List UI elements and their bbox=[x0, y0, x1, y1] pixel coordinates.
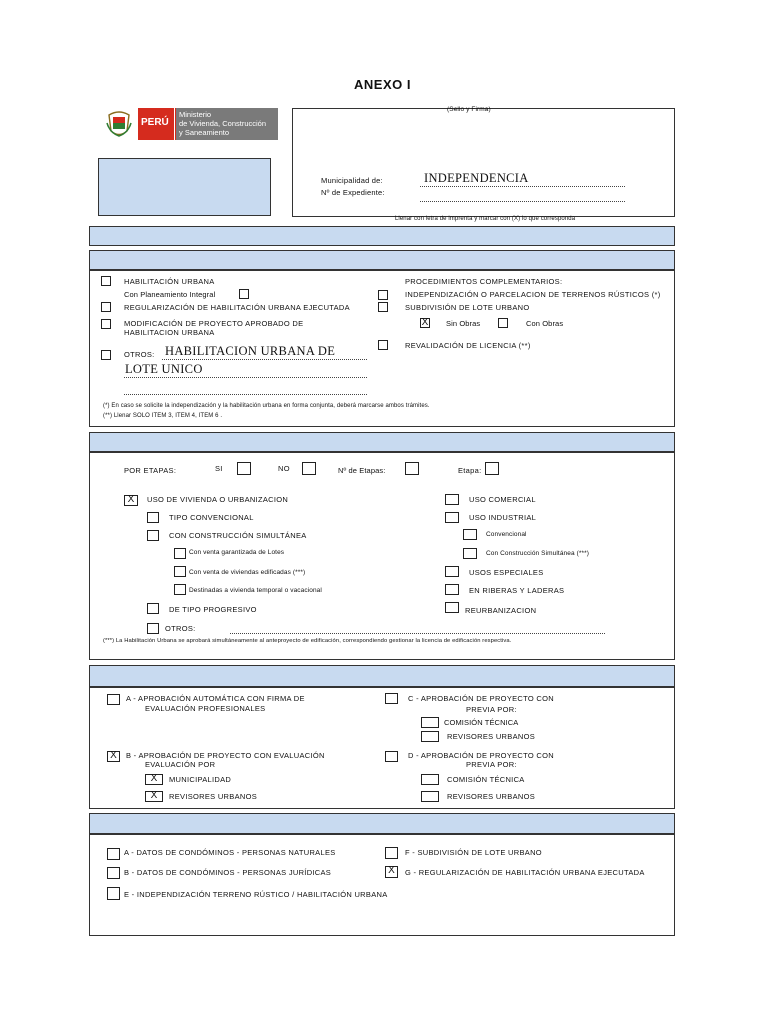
section-3-note: (***) La Habilitación Urbana se aprobará simultáneamente al anteproyecto de edificación, correspondiendo gestionar la licencia de edificación respectiva. bbox=[103, 638, 512, 644]
seal-label: (Sello y Firma) bbox=[447, 106, 491, 113]
instruction-text: Llenar con letra de imprenta y marcar con (X) lo que corresponda bbox=[395, 216, 576, 222]
anexo-a-checkbox[interactable] bbox=[107, 848, 120, 860]
con-obras-checkbox[interactable] bbox=[498, 318, 508, 328]
modalidad-c-checkbox[interactable] bbox=[385, 693, 398, 704]
num-etapas-label: Nº de Etapas: bbox=[338, 466, 386, 475]
reurbanizacion-checkbox[interactable] bbox=[445, 602, 459, 613]
otros-uso-line bbox=[230, 633, 605, 634]
tipo-progresivo-label: DE TIPO PROGRESIVO bbox=[169, 605, 257, 614]
uso-comercial-checkbox[interactable] bbox=[445, 494, 459, 505]
anexo-e-label: E - INDEPENDIZACIÓN TERRENO RÚSTICO / HABILITACIÓN URBANA bbox=[124, 890, 388, 899]
planeamiento-checkbox[interactable] bbox=[239, 289, 249, 299]
c-revisores-label: REVISORES URBANOS bbox=[447, 732, 536, 741]
subdivision-checkbox[interactable] bbox=[378, 302, 388, 312]
c-comision-label: COMISIÓN TÉCNICA bbox=[444, 718, 519, 727]
section-2-note-1: (*) En caso se solicite la independización y la habilitación urbana en forma conjunta, deberá marcarse ambos trámites. bbox=[103, 403, 430, 409]
b-municipalidad-label: MUNICIPALIDAD bbox=[169, 775, 232, 784]
uso-industrial-label: USO INDUSTRIAL bbox=[469, 513, 537, 522]
sin-obras-label: Sin Obras bbox=[446, 319, 481, 328]
modalidad-d-label-1: D - APROBACIÓN DE PROYECTO CON bbox=[408, 751, 554, 760]
anexo-g-label: G - REGULARIZACIÓN DE HABILITACIÓN URBANA EJECUTADA bbox=[405, 868, 645, 877]
ministry-line-2: de Vivienda, Construcción bbox=[179, 119, 266, 128]
c-comision-checkbox[interactable] bbox=[421, 717, 439, 728]
si-label: SI bbox=[215, 464, 223, 473]
revalidacion-checkbox[interactable] bbox=[378, 340, 388, 350]
modalidad-d-label-2: PREVIA POR: bbox=[466, 760, 517, 769]
section-2-note-2: (**) Llenar SOLO ITEM 3, ITEM 4, ITEM 6 . bbox=[103, 413, 223, 419]
otros-checkbox[interactable] bbox=[101, 350, 111, 360]
otros-value-1[interactable]: HABILITACION URBANA DE bbox=[165, 344, 336, 358]
modalidad-d-checkbox[interactable] bbox=[385, 751, 398, 762]
anexo-f-label: F - SUBDIVISIÓN DE LOTE URBANO bbox=[405, 848, 542, 857]
c-revisores-checkbox[interactable] bbox=[421, 731, 439, 742]
municipality-value[interactable]: INDEPENDENCIA bbox=[424, 171, 529, 185]
anexo-e-checkbox[interactable] bbox=[107, 887, 120, 900]
d-comision-label: COMISIÓN TÉCNICA bbox=[447, 775, 525, 784]
tipo-convencional-label: TIPO CONVENCIONAL bbox=[169, 513, 254, 522]
otros-uso-label: OTROS: bbox=[165, 624, 196, 633]
ministry-name bbox=[176, 108, 278, 140]
modificacion-label-2: HABILITACION URBANA bbox=[124, 328, 215, 337]
tipo-progresivo-checkbox[interactable] bbox=[147, 603, 159, 614]
etapas-si-checkbox[interactable] bbox=[237, 462, 251, 475]
municipality-line bbox=[420, 186, 625, 187]
tipo-convencional-checkbox[interactable] bbox=[147, 512, 159, 523]
etapa-label: Etapa: bbox=[458, 466, 482, 475]
no-label: NO bbox=[278, 464, 290, 473]
modalidad-b-label-2: EVALUACIÓN POR bbox=[145, 760, 216, 769]
convencional-label: Convencional bbox=[486, 531, 527, 538]
riberas-checkbox[interactable] bbox=[445, 584, 459, 595]
sin-obras-checkbox[interactable]: X bbox=[421, 317, 429, 328]
venta-lotes-checkbox[interactable] bbox=[174, 548, 186, 559]
con-construccion-checkbox[interactable] bbox=[147, 530, 159, 541]
vivienda-temporal-checkbox[interactable] bbox=[174, 584, 186, 595]
anexo-b-label: B - DATOS DE CONDÓMINOS - PERSONAS JURÍDICAS bbox=[124, 868, 332, 877]
coat-of-arms-icon bbox=[106, 109, 132, 139]
venta-lotes-label: Con venta garantizada de Lotes bbox=[189, 549, 285, 556]
ministry-line-3: y Saneamiento bbox=[179, 128, 230, 137]
reception-box bbox=[98, 158, 271, 216]
section-5-band bbox=[89, 813, 675, 834]
section-1-band bbox=[89, 226, 675, 246]
anexo-f-checkbox[interactable] bbox=[385, 847, 398, 859]
otros-uso-checkbox[interactable] bbox=[147, 623, 159, 634]
peru-brand-box bbox=[138, 108, 278, 140]
subdivision-label: SUBDIVISIÓN DE LOTE URBANO bbox=[405, 303, 530, 312]
riberas-label: EN RIBERAS Y LADERAS bbox=[469, 586, 565, 595]
b-municipalidad-checkbox[interactable]: X bbox=[145, 774, 163, 785]
convencional-checkbox[interactable] bbox=[463, 529, 477, 540]
modalidad-a-checkbox[interactable] bbox=[107, 694, 120, 705]
regularizacion-label: REGULARIZACIÓN DE HABILITACIÓN URBANA EJECUTADA bbox=[124, 303, 350, 312]
venta-viviendas-label: Con venta de viviendas edificadas (***) bbox=[189, 569, 306, 576]
expediente-label: Nº de Expediente: bbox=[321, 188, 385, 197]
otros-value-2[interactable]: LOTE UNICO bbox=[125, 362, 203, 376]
otros-line-2 bbox=[124, 377, 367, 378]
modificacion-label-1: MODIFICACIÓN DE PROYECTO APROBADO DE bbox=[124, 319, 304, 328]
con-construccion-label: CON CONSTRUCCIÓN SIMULTÁNEA bbox=[169, 531, 307, 540]
revalidacion-label: REVALIDACIÓN DE LICENCIA (**) bbox=[405, 341, 531, 350]
b-revisores-label: REVISORES URBANOS bbox=[169, 792, 258, 801]
anexo-g-checkbox[interactable]: X bbox=[385, 866, 398, 878]
anexo-b-checkbox[interactable] bbox=[107, 867, 120, 879]
venta-viviendas-checkbox[interactable] bbox=[174, 566, 186, 577]
modalidad-b-checkbox[interactable]: X bbox=[107, 751, 120, 762]
planeamiento-label: Con Planeamiento Integral bbox=[124, 290, 216, 299]
ministry-logo bbox=[106, 108, 272, 140]
expediente-line bbox=[420, 201, 625, 202]
modalidad-a-label-2: EVALUACIÓN PROFESIONALES bbox=[145, 704, 266, 713]
procedimientos-label: PROCEDIMIENTOS COMPLEMENTARIOS: bbox=[405, 277, 563, 286]
con-obras-label: Con Obras bbox=[526, 319, 564, 328]
uso-comercial-label: USO COMERCIAL bbox=[469, 495, 536, 504]
ministry-line-1: Ministerio bbox=[179, 110, 212, 119]
section-3-band bbox=[89, 432, 675, 452]
uso-vivienda-label: USO DE VIVIENDA O URBANIZACION bbox=[147, 495, 289, 504]
d-comision-checkbox[interactable] bbox=[421, 774, 439, 785]
habilitacion-urbana-label: HABILITACIÓN URBANA bbox=[124, 277, 215, 286]
uso-industrial-checkbox[interactable] bbox=[445, 512, 459, 523]
vivienda-temporal-label: Destinadas a vivienda temporal o vacacional bbox=[189, 587, 322, 594]
num-etapas-box[interactable] bbox=[405, 462, 419, 475]
page-title: ANEXO I bbox=[354, 77, 411, 92]
usos-especiales-checkbox[interactable] bbox=[445, 566, 459, 577]
d-revisores-label: REVISORES URBANOS bbox=[447, 792, 536, 801]
section-4-band bbox=[89, 665, 675, 687]
modificacion-checkbox[interactable] bbox=[101, 319, 111, 329]
d-revisores-checkbox[interactable] bbox=[421, 791, 439, 802]
construccion-simultanea-checkbox[interactable] bbox=[463, 548, 477, 559]
uso-vivienda-checkbox[interactable]: X bbox=[124, 495, 138, 506]
regularizacion-checkbox[interactable] bbox=[101, 302, 111, 312]
etapa-box[interactable] bbox=[485, 462, 499, 475]
peru-label: PERÚ bbox=[141, 117, 169, 128]
construccion-simultanea-label: Con Construcción Simultánea (***) bbox=[486, 550, 590, 557]
municipality-label: Municipalidad de: bbox=[321, 176, 383, 185]
otros-line-1 bbox=[162, 359, 367, 360]
otros-label: OTROS: bbox=[124, 350, 155, 359]
habilitacion-urbana-checkbox[interactable] bbox=[101, 276, 111, 286]
otros-line-3 bbox=[124, 394, 367, 395]
independizacion-label: INDEPENDIZACIÓN O PARCELACION DE TERRENOS RÚSTICOS (*) bbox=[405, 290, 661, 299]
modalidad-b-label-1: B - APROBACIÓN DE PROYECTO CON EVALUACIÓN bbox=[126, 751, 325, 760]
reurbanizacion-label: REURBANIZACION bbox=[465, 606, 537, 615]
modalidad-a-label-1: A - APROBACIÓN AUTOMÁTICA CON FIRMA DE bbox=[126, 694, 305, 703]
modalidad-c-label-1: C - APROBACIÓN DE PROYECTO CON bbox=[408, 694, 554, 703]
independizacion-checkbox[interactable] bbox=[378, 290, 388, 300]
anexo-a-label: A - DATOS DE CONDÓMINOS - PERSONAS NATURALES bbox=[124, 848, 336, 857]
por-etapas-label: POR ETAPAS: bbox=[124, 466, 177, 475]
section-2-band bbox=[89, 250, 675, 270]
usos-especiales-label: USOS ESPECIALES bbox=[469, 568, 544, 577]
modalidad-c-label-2: PREVIA POR: bbox=[466, 705, 517, 714]
etapas-no-checkbox[interactable] bbox=[302, 462, 316, 475]
b-revisores-checkbox[interactable]: X bbox=[145, 791, 163, 802]
